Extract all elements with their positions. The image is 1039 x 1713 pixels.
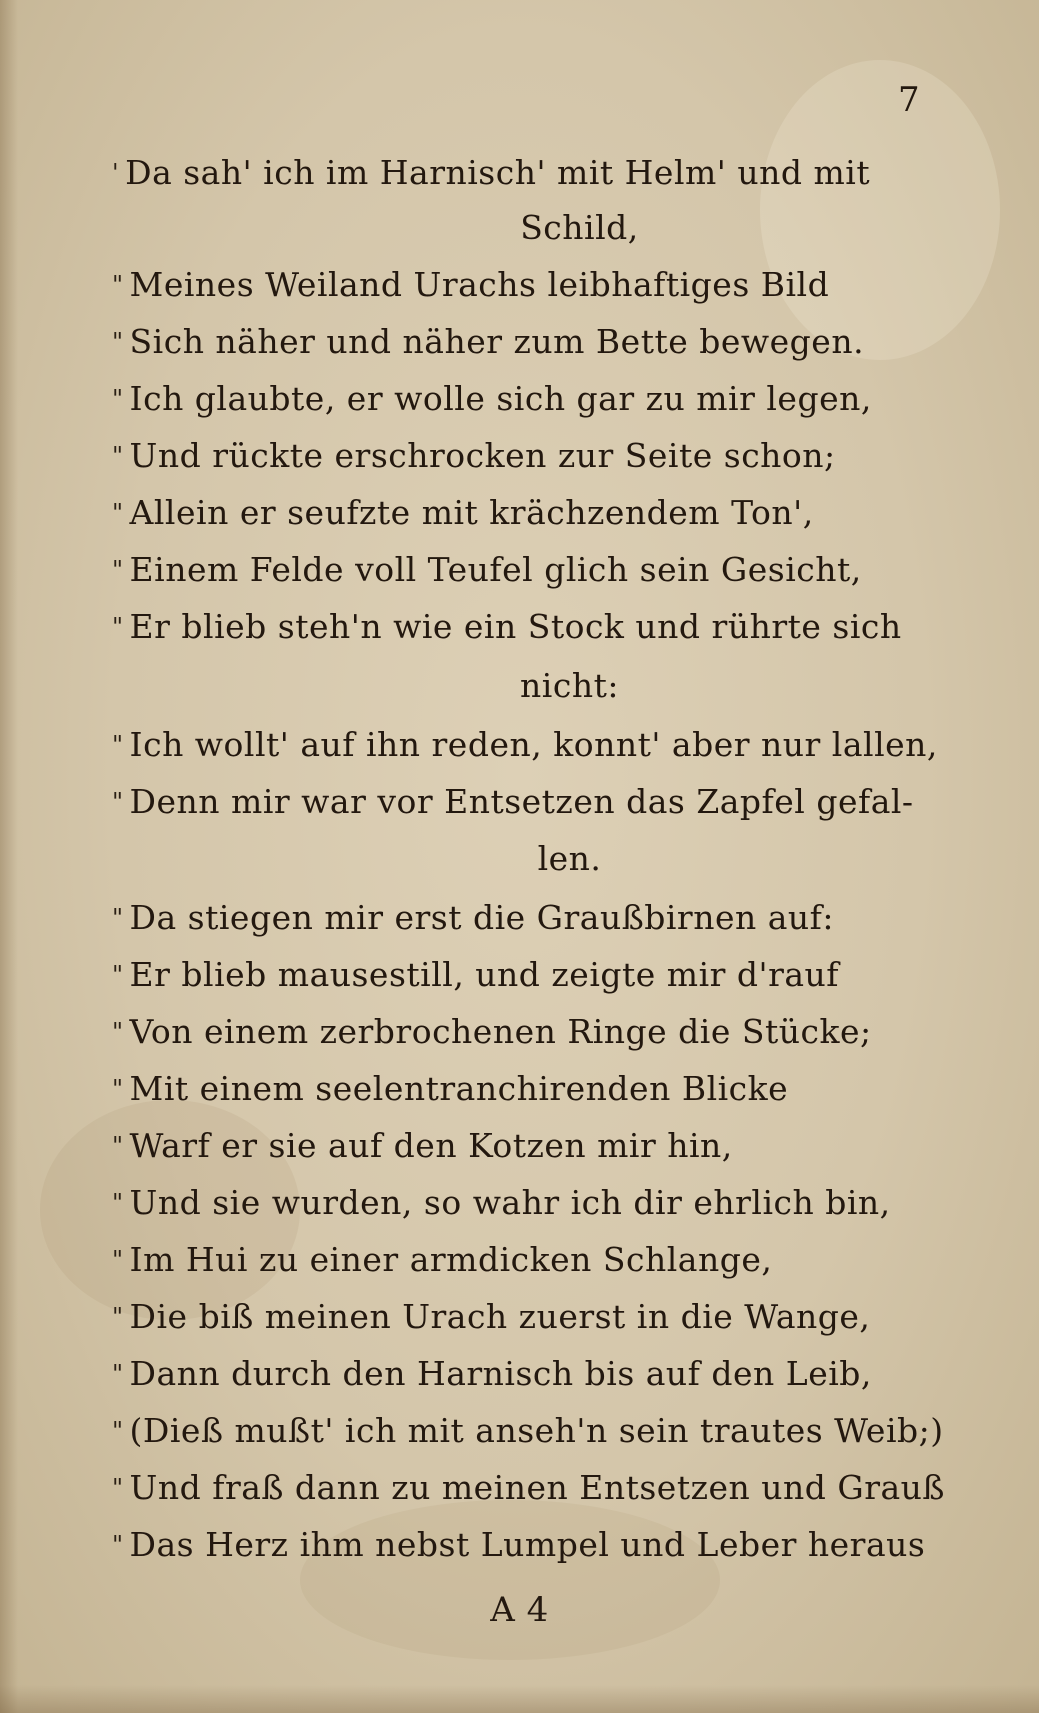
quote-mark: " xyxy=(112,499,124,527)
verse-line xyxy=(112,376,872,422)
verse-line-text: (Dieß mußt' ich mit anseh'n sein trautes Weib;) xyxy=(129,1411,944,1450)
quote-mark: " xyxy=(112,788,124,816)
verse-line-text: Meines Weiland Urachs leibhaftiges Bild xyxy=(129,265,830,304)
page-number: 7 xyxy=(898,80,921,120)
verse-line-text: Und rückte erschrocken zur Seite schon; xyxy=(129,436,836,475)
verse-line-text: Er blieb steh'n wie ein Stock und rührte sich xyxy=(129,607,902,646)
verse-line-continuation xyxy=(0,663,1039,709)
verse-line xyxy=(112,1351,872,1397)
verse-line-text: Im Hui zu einer armdicken Schlange, xyxy=(129,1240,773,1279)
verse-line xyxy=(112,1066,788,1112)
verse-line xyxy=(112,1408,944,1454)
verse-line xyxy=(112,1009,872,1055)
verse-line-text: Schild, xyxy=(520,208,639,247)
verse-line-text: Er blieb mausestill, und zeigte mir d'rauf xyxy=(129,955,840,994)
verse-line xyxy=(112,1522,925,1568)
quote-mark: ' xyxy=(112,159,120,187)
quote-mark: " xyxy=(112,1018,124,1046)
quote-mark: " xyxy=(112,1189,124,1217)
verse-line-text: Die biß meinen Urach zuerst in die Wange, xyxy=(129,1297,871,1336)
quote-mark: " xyxy=(112,1531,124,1559)
verse-line xyxy=(112,895,834,941)
quote-mark: " xyxy=(112,1075,124,1103)
verse-line xyxy=(112,604,902,650)
quote-mark: " xyxy=(112,1132,124,1160)
verse-line-text: Sich näher und näher zum Bette bewegen. xyxy=(129,322,865,361)
quote-mark: " xyxy=(112,328,124,356)
verse-line xyxy=(112,150,870,196)
verse-line-text: Mit einem seelentranchirenden Blicke xyxy=(129,1069,789,1108)
verse-line-text: Warf er sie auf den Kotzen mir hin, xyxy=(129,1126,733,1165)
verse-line xyxy=(112,490,814,536)
quote-mark: " xyxy=(112,613,124,641)
verse-line xyxy=(112,262,829,308)
quote-mark: " xyxy=(112,904,124,932)
quote-mark: " xyxy=(112,1417,124,1445)
verse-line xyxy=(112,1123,733,1169)
verse-line xyxy=(112,1294,870,1340)
quote-mark: " xyxy=(112,1360,124,1388)
verse-line xyxy=(112,1180,891,1226)
verse-line-text: Ich glaubte, er wolle sich gar zu mir legen, xyxy=(129,379,872,418)
verse-line xyxy=(112,1465,945,1511)
quote-mark: " xyxy=(112,731,124,759)
verse-line-text: len. xyxy=(537,839,602,878)
verse-line-text: Da sah' ich im Harnisch' mit Helm' und mit xyxy=(125,153,871,192)
verse-line xyxy=(112,779,914,825)
signature-mark: A 4 xyxy=(490,1590,549,1630)
verse-line-text: Denn mir war vor Entsetzen das Zapfel gefal- xyxy=(129,782,914,821)
verse-line xyxy=(112,433,836,479)
verse-line-text: Und fraß dann zu meinen Entsetzen und Grauß xyxy=(129,1468,945,1507)
verse-line-text: Da stiegen mir erst die Graußbirnen auf: xyxy=(129,898,834,937)
quote-mark: " xyxy=(112,385,124,413)
verse-line-continuation xyxy=(0,205,1039,251)
verse-line-text: Von einem zerbrochenen Ringe die Stücke; xyxy=(129,1012,872,1051)
quote-mark: " xyxy=(112,961,124,989)
verse-line xyxy=(112,722,938,768)
quote-mark: " xyxy=(112,271,124,299)
verse-line-text: Und sie wurden, so wahr ich dir ehrlich bin, xyxy=(129,1183,891,1222)
verse-line-continuation xyxy=(0,836,1039,882)
verse-line-text: Dann durch den Harnisch bis auf den Leib, xyxy=(129,1354,872,1393)
verse-line xyxy=(112,1237,772,1283)
quote-mark: " xyxy=(112,442,124,470)
quote-mark: " xyxy=(112,556,124,584)
verse-line-text: Allein er seufzte mit krächzendem Ton', xyxy=(129,493,814,532)
verse-line xyxy=(112,952,839,998)
verse-line xyxy=(112,547,862,593)
verse-line-text: Ich wollt' auf ihn reden, konnt' aber nur lallen, xyxy=(129,725,938,764)
quote-mark: " xyxy=(112,1303,124,1331)
quote-mark: " xyxy=(112,1474,124,1502)
verse-line-text: Einem Felde voll Teufel glich sein Gesicht, xyxy=(129,550,862,589)
verse-line-text: Das Herz ihm nebst Lumpel und Leber heraus xyxy=(129,1525,926,1564)
verse-line xyxy=(112,319,864,365)
verse-line-text: nicht: xyxy=(520,666,619,705)
quote-mark: " xyxy=(112,1246,124,1274)
